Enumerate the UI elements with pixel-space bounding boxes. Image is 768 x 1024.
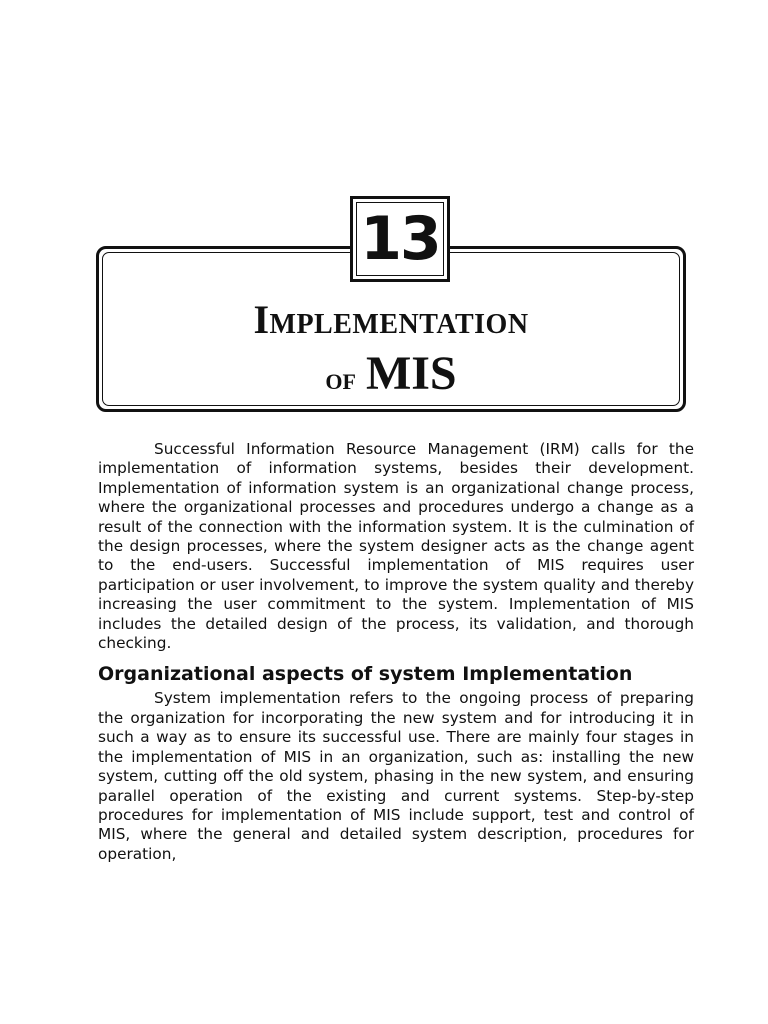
chapter-body xyxy=(98,440,694,864)
chapter-title-line-1: Implementation xyxy=(253,297,529,342)
chapter-title-line-2 xyxy=(96,346,686,401)
body-paragraph-1: Successful Information Resource Management (IRM) calls for the implementation of information systems, besides their development. Implementation of information system is an organizational change process, where the organizational processes and procedures undergo a change as a result of the connection with the information system. It is the culmination of the design processes, where the system designer acts as the change agent to the end-users. Successful implementation of MIS requires user participation or user involvement, to improve the system quality and thereby increasing the user commitment to the system. Implementation of MIS includes the detailed design of the process, its validation, and thorough checking. xyxy=(98,440,694,653)
chapter-number: 13 xyxy=(360,204,440,274)
body-paragraph-2: System implementation refers to the ongoing process of preparing the organization for incorporating the new system and for introducing it in such a way as to ensure its successful use. There are mainly four stages in the implementation of MIS in an organization, such as: installing the new system, cutting off the old system, phasing in the new system, and ensuring parallel operation of the existing and current systems. Step-by-step procedures for implementation of MIS include support, test and control of MIS, where the general and detailed system description, procedures for operation, xyxy=(98,689,694,863)
chapter-title-mis: MIS xyxy=(365,347,457,400)
chapter-title-of: of xyxy=(325,360,356,396)
chapter-number-box xyxy=(350,196,450,282)
section-heading: Organizational aspects of system Implementation xyxy=(98,663,633,686)
